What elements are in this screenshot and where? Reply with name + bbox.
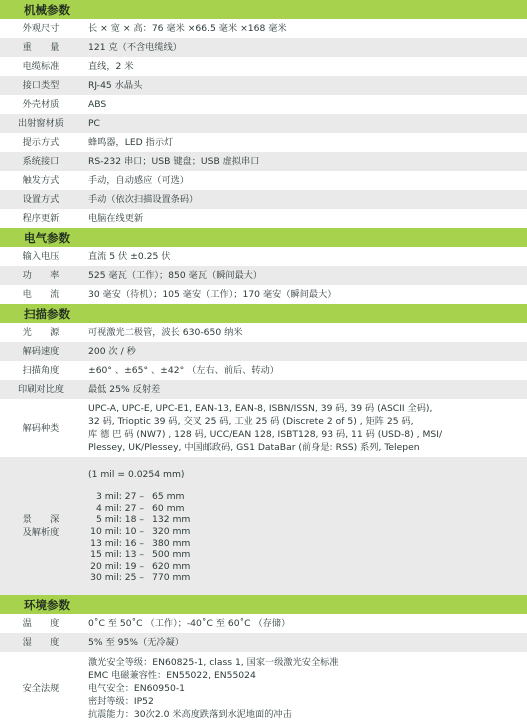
- spec-value: ±60° 、±65° 、±42° （左右、前后、转动）: [88, 365, 279, 376]
- spec-row: [0, 209, 527, 228]
- spec-row: [0, 247, 527, 266]
- decode-line: UPC-A, UPC-E, UPC-E1, EAN-13, EAN-8, ISBN/ISSN, 39 码, 39 码 (ASCII 全码),: [88, 403, 433, 414]
- depth-range-start: 4 mil: 27 –: [95, 502, 144, 514]
- spec-row: [0, 133, 527, 152]
- safety-line: 电气安全：EN60950-1: [88, 682, 186, 694]
- spec-key: 解码种类: [22, 422, 60, 434]
- spec-value: 5% 至 95%（无冷凝）: [88, 637, 184, 648]
- spec-key: 扫描角度: [22, 365, 60, 376]
- spec-value-safety: [82, 652, 527, 724]
- spec-row: [0, 380, 527, 399]
- depth-range-end: 500 mm: [152, 549, 191, 561]
- section-environment: [0, 595, 527, 614]
- spec-value: 直线，2 米: [88, 61, 134, 72]
- spec-key: 景 深: [22, 514, 60, 525]
- spec-row: [0, 152, 527, 171]
- spec-row: [0, 190, 527, 209]
- spec-key: 解码速度: [22, 346, 60, 357]
- section-title: 电气参数: [24, 230, 70, 245]
- safety-line: 激光安全等级：EN60825-1, class 1, 国家一级激光安全标准: [88, 656, 339, 668]
- depth-item: [88, 503, 222, 515]
- depth-range-start: 10 mil: 10 –: [90, 525, 144, 537]
- spec-key-depth: [0, 457, 82, 595]
- spec-key: 温 度: [22, 618, 60, 629]
- section-electrical: [0, 228, 527, 247]
- spec-row: [0, 266, 527, 285]
- depth-range-start: 20 mil: 19 –: [90, 560, 144, 572]
- spec-row: [0, 95, 527, 114]
- depth-range-end: 132 mm: [152, 514, 191, 526]
- depth-item: [88, 491, 222, 503]
- spec-value: 525 毫瓦（工作）；850 毫瓦（瞬间最大）: [88, 270, 263, 281]
- spec-key: 电 流: [22, 289, 60, 300]
- spec-row: [0, 57, 527, 76]
- depth-note: (1 mil = 0.0254 mm): [88, 469, 185, 481]
- depth-item: [88, 561, 222, 573]
- spec-row: [0, 323, 527, 342]
- decode-line: 32 码, Trioptic 39 码, 交叉 25 码, 工业 25 码 (Discrete 2 of 5) , 矩阵 25 码,: [88, 416, 414, 427]
- spec-row: [0, 114, 527, 133]
- depth-range-end: 770 mm: [152, 572, 191, 584]
- depth-item: [88, 538, 222, 550]
- spec-key: 重 量: [22, 42, 60, 53]
- spec-row: [0, 38, 527, 57]
- decode-line: 库 德 巴 码 (NW7) , 128 码, UCC/EAN 128, ISBT128, 93 码, 11 码 (USD-8) , MSI/: [88, 429, 443, 440]
- depth-item: [88, 572, 222, 584]
- spec-key: 触发方式: [22, 175, 60, 186]
- spec-value: 30 毫安（待机）；105 毫安（工作）；170 毫安（瞬间最大）: [88, 289, 337, 300]
- spec-value: RJ-45 水晶头: [88, 80, 143, 91]
- spec-key: 设置方式: [22, 194, 60, 205]
- spec-value: 121 克（不含电缆线）: [88, 42, 182, 53]
- section-title: 扫描参数: [24, 306, 70, 321]
- safety-line: 抗震能力：30次2.0 米高度跌落到水泥地面的冲击: [88, 708, 292, 720]
- spec-key: 出射窗材质: [18, 118, 64, 129]
- spec-key: 系统接口: [22, 156, 60, 167]
- spec-row: [0, 342, 527, 361]
- spec-value: 手动，自动感应（可选）: [88, 175, 190, 186]
- spec-value: 直流 5 伏 ±0.25 伏: [88, 251, 171, 262]
- section-mechanical: [0, 0, 527, 19]
- spec-value: 最低 25% 反射差: [88, 384, 161, 395]
- spec-key: 光 源: [22, 327, 60, 338]
- spec-key: 及解析度: [22, 527, 60, 538]
- depth-range-end: 620 mm: [152, 560, 191, 572]
- depth-range-start: 15 mil: 13 –: [90, 549, 144, 561]
- spec-key: 外壳材质: [22, 99, 60, 110]
- depth-range-end: 65 mm: [152, 491, 185, 503]
- spec-value: 蜂鸣器，LED 指示灯: [88, 137, 174, 148]
- section-title: 机械参数: [24, 2, 70, 17]
- spec-value: PC: [88, 118, 100, 129]
- spec-row: [0, 361, 527, 380]
- spec-key: 提示方式: [22, 137, 60, 148]
- spec-value: 长 × 宽 × 高：76 毫米 ×66.5 毫米 ×168 毫米: [88, 23, 287, 34]
- spec-row: [0, 171, 527, 190]
- depth-range-start: 3 mil: 27 –: [95, 491, 144, 503]
- spec-row: [0, 76, 527, 95]
- spec-key: 电缆标准: [22, 61, 60, 72]
- spec-value: ABS: [88, 99, 107, 110]
- spec-key: 接口类型: [22, 80, 60, 91]
- spec-row-depth: [0, 457, 527, 595]
- depth-range-start: 13 mil: 16 –: [90, 537, 144, 549]
- spec-row-safety: [0, 652, 527, 724]
- spec-key: 功 率: [22, 270, 60, 281]
- spec-key: 程序更新: [22, 213, 60, 224]
- spec-value: 200 次 / 秒: [88, 346, 136, 357]
- spec-key: 输入电压: [22, 251, 60, 262]
- decode-line: Plessey, UK/Plessey, 中国邮政码, GS1 DataBar (前身是: RSS) 系列, Telepen: [88, 442, 420, 453]
- spec-value: RS-232 串口；USB 键盘；USB 虚拟串口: [88, 156, 260, 167]
- spec-row: [0, 19, 527, 38]
- depth-item: [88, 549, 222, 561]
- spec-value-depth: [82, 457, 527, 595]
- spec-value: 可视激光二极管，波长 630-650 纳米: [88, 327, 243, 338]
- depth-range-end: 60 mm: [152, 502, 185, 514]
- spec-row: [0, 633, 527, 652]
- depth-item: [88, 514, 222, 526]
- depth-range-start: 5 mil: 18 –: [95, 514, 144, 526]
- depth-range-start: 30 mil: 25 –: [90, 572, 144, 584]
- spec-row-decode: [0, 399, 527, 457]
- spec-value-decode: [82, 399, 527, 457]
- spec-value: 电脑在线更新: [88, 213, 144, 224]
- spec-value: 手动（依次扫描设置条码）: [88, 194, 199, 205]
- depth-range-end: 380 mm: [152, 537, 191, 549]
- spec-key: 外观尺寸: [22, 23, 60, 34]
- spec-row: [0, 285, 527, 304]
- depth-range-end: 320 mm: [152, 525, 191, 537]
- safety-line: EMC 电磁兼容性：EN55022, EN55024: [88, 669, 256, 681]
- safety-line: 密封等级：IP52: [88, 695, 154, 707]
- spec-row: [0, 614, 527, 633]
- spec-key: 安全法规: [22, 682, 60, 694]
- section-title: 环境参数: [24, 597, 70, 612]
- spec-key: 湿 度: [22, 637, 60, 648]
- spec-key: 印刷对比度: [18, 384, 64, 395]
- depth-item: [88, 526, 222, 538]
- spec-value: 0˚C 至 50˚C （工作）；-40˚C 至 60˚C （存储）: [88, 618, 291, 629]
- section-scanning: [0, 304, 527, 323]
